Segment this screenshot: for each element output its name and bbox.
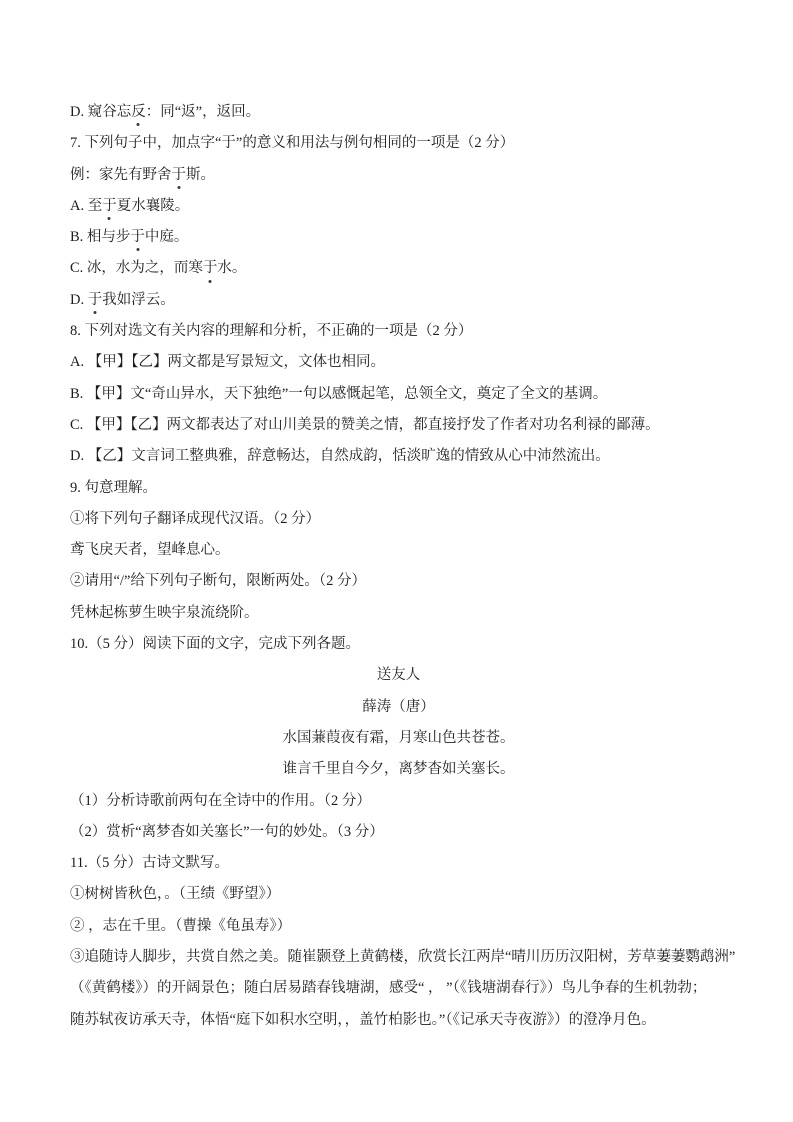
emphasized-char: 于: [130, 222, 145, 253]
q9-sub-2: [70, 566, 727, 597]
q9-sub-1: [70, 504, 727, 535]
q7-option-d: [70, 285, 727, 316]
emphasized-char: 于: [102, 191, 117, 222]
text-segment: A. 【甲】【乙】两文都是写景短文，文体也相同。: [70, 354, 385, 371]
text-segment: 我如浮云。: [102, 291, 175, 308]
text-segment: 例：家先有野舍: [70, 166, 172, 183]
text-segment: D.: [70, 291, 88, 308]
q11-blank-3-line-3: [70, 1005, 727, 1036]
emphasized-char: 于: [88, 285, 103, 316]
text-segment: 7. 下列句子中，加点字“于”的意义和用法与例句相同的一项是（2 分）: [70, 135, 515, 152]
text-segment: 薛涛（唐）: [362, 698, 435, 715]
text-segment: 夏水襄陵。: [116, 197, 190, 214]
poem-line-1: [70, 723, 727, 754]
question-11-stem: [70, 848, 727, 879]
poem-author: [70, 692, 727, 723]
text-segment: B. 相与步: [70, 229, 131, 246]
text-segment: B. 【甲】文“奇山异水，天下独绝”一句以感慨起笔，总领全文，奠定了全文的基调。: [70, 385, 608, 402]
question-8-stem: [70, 316, 727, 347]
text-segment: 谁言千里自今夕，离梦杳如关塞长。: [282, 761, 515, 778]
q7-option-b: [70, 222, 727, 253]
text-segment: C. 【甲】【乙】两文都表达了对山川美景的赞美之情，都直接抒发了作者对功名利禄的鄙薄。: [70, 416, 660, 433]
q11-blank-1: [70, 879, 727, 910]
text-segment: ③追随诗人脚步，共赏自然之美。随崔颢登上黄鹤楼，欣赏长江两岸“晴川历历汉阳树，芳草萋萋鹦鹉洲”: [70, 949, 736, 966]
text-segment: D. 【乙】文言词工整典雅，辞意畅达，自然成韵，恬淡旷逸的情致从心中沛然流出。: [70, 448, 610, 465]
emphasized-char: 反: [131, 97, 146, 128]
text-segment: C. 冰，水为之，而寒: [70, 260, 203, 277]
emphasized-char: 于: [203, 253, 218, 284]
text-segment: （1）分析诗歌前两句在全诗中的作用。（2 分）: [70, 792, 371, 809]
q8-option-c: [70, 410, 727, 441]
question-10-stem: [70, 629, 727, 660]
q11-blank-2: [70, 911, 727, 942]
text-segment: ①树树皆秋色，。（王绩《野望》）: [70, 886, 281, 903]
q11-blank-3-line-1: [70, 942, 736, 973]
text-segment: 水。: [217, 260, 247, 277]
q9-translate-sentence: [70, 535, 727, 566]
q8-option-d: [70, 441, 727, 472]
text-segment: （2）赏析“离梦杳如关塞长”一句的妙处。（3 分）: [70, 823, 384, 840]
text-segment: 凭林起栋萝生映宇泉流绕阶。: [70, 604, 259, 621]
q7-option-c: [70, 253, 727, 284]
text-segment: 鸢飞戾天者，望峰息心。: [70, 542, 230, 559]
question-7-stem: [70, 128, 727, 159]
text-segment: A. 至: [70, 197, 103, 214]
text-segment: ①将下列句子翻译成现代汉语。（2 分）: [70, 510, 321, 527]
text-segment: ②请用“/”给下列句子断句，限断两处。（2 分）: [70, 573, 367, 590]
text-segment: 11.（5 分）古诗文默写。: [70, 855, 229, 872]
text-segment: 中庭。: [144, 229, 189, 246]
text-segment: D. 窥谷忘: [70, 104, 132, 120]
q7-option-a: [70, 191, 727, 222]
question-9-stem: [70, 473, 727, 504]
q8-option-a: [70, 347, 727, 378]
text-segment: 10.（5 分）阅读下面的文字，完成下列各题。: [70, 636, 360, 653]
text-segment: 送友人: [376, 667, 421, 684]
document-body: [70, 97, 736, 1036]
text-segment: 9. 句意理解。: [70, 479, 157, 496]
q6-option-d: [70, 97, 727, 128]
text-segment: ：同“返”，返回。: [145, 104, 261, 120]
text-segment: 随苏轼夜访承天寺，体悟“庭下如积水空明，，盖竹柏影也。”（《记承天寺夜游》）的澄净月色。: [70, 1011, 656, 1028]
poem-line-2: [70, 754, 727, 785]
q7-example-sentence: [70, 160, 727, 191]
poem-title: [70, 660, 727, 691]
text-segment: 斯。: [186, 166, 215, 183]
q10-sub-2: [70, 817, 727, 848]
text-segment: 8. 下列对选文有关内容的理解和分析，不正确的一项是（2 分）: [70, 323, 473, 340]
q11-blank-3-line-2: [70, 973, 727, 1004]
q9-punctuate-sentence: [70, 598, 727, 629]
q8-option-b: [70, 379, 727, 410]
emphasized-char: 于: [172, 160, 187, 191]
q10-sub-1: [70, 786, 727, 817]
text-segment: 水国蒹葭夜有霜，月寒山色共苍苍。: [282, 729, 515, 746]
text-segment: （《黄鹤楼》）的开阔景色；随白居易踏春钱塘湖，感受“ ， ”（《钱塘湖春行》）鸟儿争春的生机勃勃；: [70, 980, 707, 997]
text-segment: ② ，志在千里。（曹操《龟虽寿》）: [70, 917, 292, 934]
